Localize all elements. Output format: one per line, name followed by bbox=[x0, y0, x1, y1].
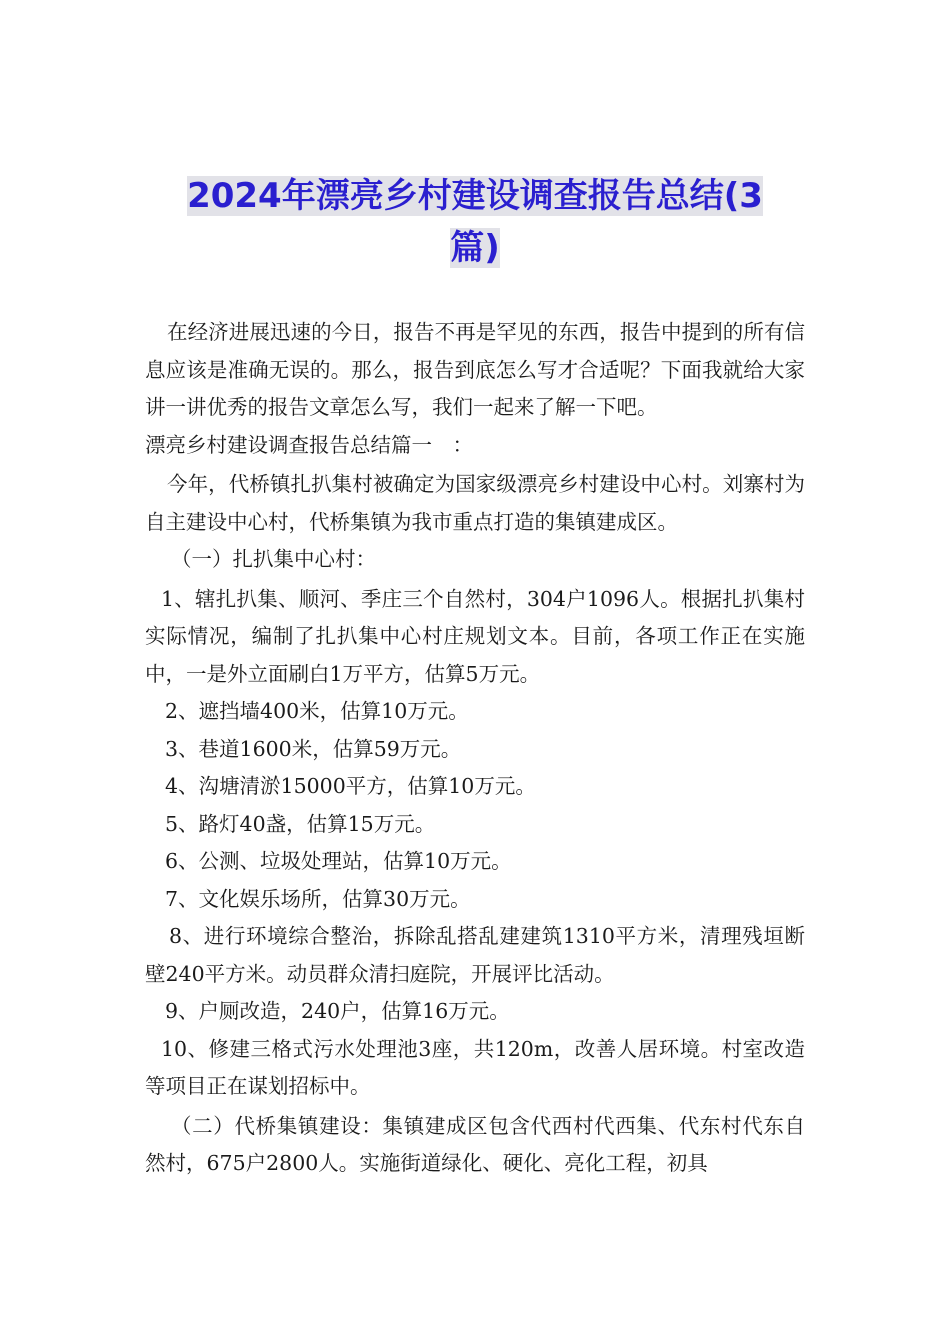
document-title bbox=[145, 170, 805, 274]
title-line-2: 篇) bbox=[450, 228, 500, 268]
list-item: 5、路灯40盏，估算15万元。 bbox=[165, 811, 436, 836]
document-body bbox=[145, 314, 805, 1183]
list-item: 6、公测、垃圾处理站，估算10万元。 bbox=[165, 849, 512, 873]
subsection-heading: （一）扎扒集中心村： bbox=[171, 547, 376, 571]
list-item: 3、巷道1600米，估算59万元。 bbox=[165, 736, 462, 761]
list-item: 1、辖扎扒集、顺河、季庄三个自然村，304户1096人。根据扎扒集村实际情况，编制了扎扒集中心村庄规划文本。目前，各项工作正在实施中，一是外立面刷白1万平方，估算5万元。 bbox=[145, 586, 805, 686]
body-paragraph: （二）代桥集镇建设：集镇建成区包含代西村代西集、代东村代东自然村，675户2800人。实施街道绿化、硬化、亮化工程，初具 bbox=[145, 1113, 805, 1175]
list-item: 7、文化娱乐场所，估算30万元。 bbox=[165, 886, 471, 911]
list-item: 9、户厕改造，240户，估算16万元。 bbox=[165, 999, 510, 1023]
list-item: 8、进行环境综合整治，拆除乱搭乱建建筑1310平方米，清理残垣断壁240平方米。动员群众清扫庭院，开展评比活动。 bbox=[145, 924, 805, 986]
body-paragraph: 今年，代桥镇扎扒集村被确定为国家级漂亮乡村建设中心村。刘寨村为自主建设中心村，代桥集镇为我市重点打造的集镇建成区。 bbox=[145, 472, 805, 534]
intro-paragraph: 在经济进展迅速的今日，报告不再是罕见的东西，报告中提到的所有信息应该是准确无误的。那么，报告到底怎么写才合适呢？下面我就给大家讲一讲优秀的报告文章怎么写，我们一起来了解一下吧。 bbox=[145, 320, 805, 419]
list-item: 10、修建三格式污水处理池3座，共120m，改善人居环境。村室改造等项目正在谋划招标中。 bbox=[145, 1036, 805, 1098]
list-item: 4、沟塘清淤15000平方，估算10万元。 bbox=[165, 774, 536, 798]
list-item: 2、遮挡墙400米，估算10万元。 bbox=[165, 699, 469, 723]
title-line-1: 2024年漂亮乡村建设调查报告总结(3 bbox=[187, 176, 763, 216]
section-heading: 漂亮乡村建设调查报告总结篇一 ： bbox=[145, 432, 473, 457]
